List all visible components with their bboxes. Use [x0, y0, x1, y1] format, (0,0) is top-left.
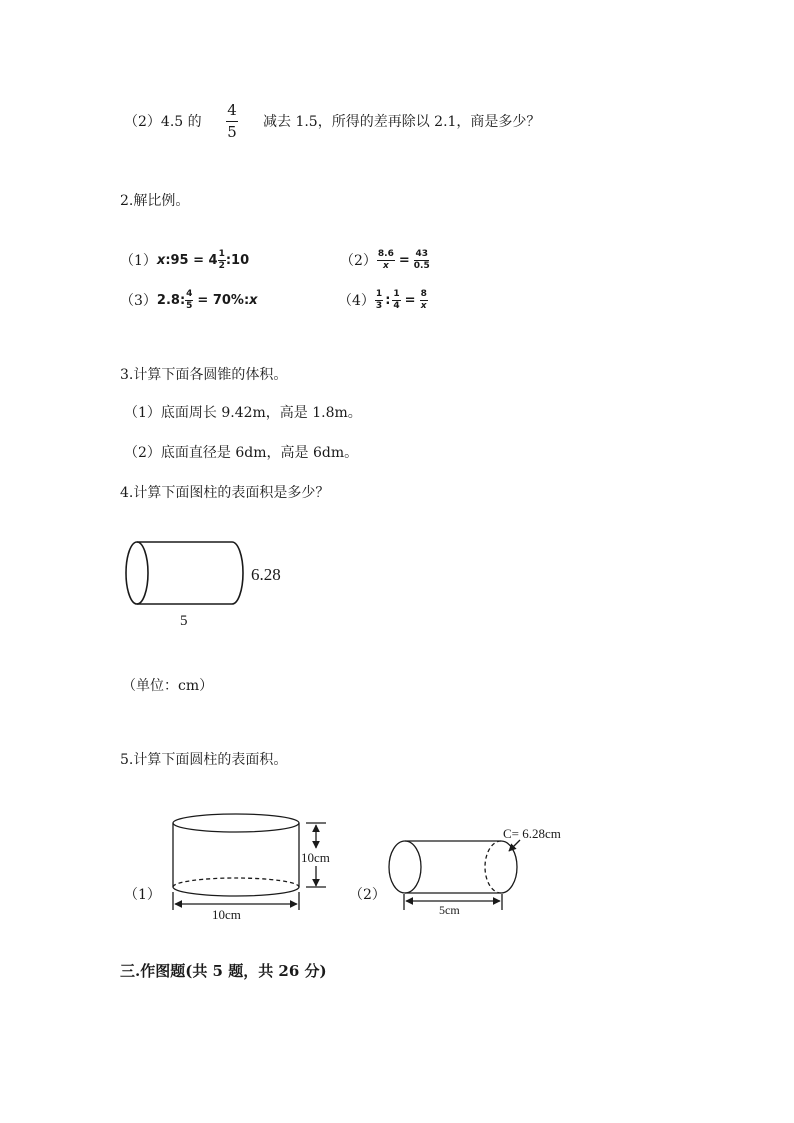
q2-p4-f1d: 3 — [375, 300, 383, 311]
q2-p1-fd: 2 — [218, 260, 225, 271]
q1-2-frac-den: 5 — [227, 123, 237, 141]
q5-fig2-label: （2） — [349, 887, 386, 903]
q2-p3-pre: 2.8: — [156, 292, 186, 308]
q5-cylinder-1-figure — [160, 808, 375, 923]
q2-p3-x: x — [249, 292, 258, 308]
q2-p4-f3d: x — [420, 300, 427, 311]
q2-p4-f1n: 1 — [375, 288, 383, 299]
q2-problem-4 — [338, 284, 428, 316]
q2-p2-label: （2） — [340, 253, 377, 269]
q5-cylinder-2-figure — [383, 818, 583, 923]
q4-length-label: 5 — [180, 613, 188, 629]
q2-p3-mid: = 70%: — [197, 292, 250, 308]
q5-fig2-circ: C= 6.28cm — [503, 826, 561, 841]
q1-2-rest: 减去 1.5，所得的差再除以 2.1，商是多少？ — [263, 114, 541, 130]
q5-c1-top-ellipse — [173, 814, 299, 832]
q2-p2-f2d: 0.5 — [413, 260, 430, 271]
q2-p4-f2d: 4 — [393, 300, 400, 311]
q3-title: 3.计算下面各圆锥的体积。 — [120, 367, 288, 383]
q3-item-1: （1）底面周长 9.42m，高是 1.8m。 — [124, 405, 362, 421]
q5-fig1-height: 10cm — [301, 850, 330, 865]
q4-title: 4.计算下面图柱的表面积是多少？ — [120, 485, 330, 501]
q3-item-2: （2）底面直径是 6dm，高是 6dm。 — [124, 445, 359, 461]
q2-p2-f1n: 8.6 — [377, 248, 394, 259]
q2-p1-end: :10 — [225, 252, 250, 268]
q2-p1-label: （1） — [120, 253, 157, 269]
q2-p4-eq: = — [404, 292, 416, 308]
q2-p1-fn: 1 — [218, 248, 225, 259]
q5-c1-bottom-front — [173, 887, 299, 896]
q2-p2-eq: = — [398, 252, 410, 268]
q2-problem-1 — [120, 246, 249, 274]
q2-p4-colon: : — [385, 292, 391, 308]
q5-c2-left-ellipse — [389, 841, 421, 893]
q5-fig2-len: 5cm — [439, 903, 460, 917]
q2-p2-f2n: 43 — [415, 248, 429, 259]
section-3-title: 三.作图题(共 5 题，共 26 分) — [120, 962, 327, 980]
q2-p2-f1d: x — [382, 260, 389, 271]
q2-title: 2.解比例。 — [120, 193, 190, 209]
q2-problem-3 — [120, 286, 258, 314]
q2-p3-fn: 4 — [186, 288, 193, 299]
q4-cylinder-right-arc — [232, 542, 243, 604]
q2-p4-label: （4） — [338, 293, 375, 309]
q4-cylinder-figure — [115, 535, 315, 635]
q2-p4-f3n: 8 — [420, 288, 427, 299]
q5-fig1-label: （1） — [124, 887, 161, 903]
q1-2-fraction — [226, 103, 238, 140]
q2-p4-f2n: 1 — [393, 288, 400, 299]
q2-p3-fd: 5 — [186, 300, 193, 311]
q5-c2-right-back — [485, 841, 501, 893]
q1-2-prefix: （2）4.5 的 — [124, 114, 202, 130]
q4-cylinder-shape — [126, 542, 243, 604]
q2-p3-label: （3） — [120, 293, 157, 309]
q4-cylinder-left-ellipse — [126, 542, 148, 604]
q4-unit: （单位：cm） — [122, 678, 214, 694]
q2-p1-x: x — [156, 252, 166, 268]
question-1-2 — [124, 111, 202, 131]
q1-2-frac-num: 4 — [227, 101, 237, 119]
q2-problem-2 — [340, 244, 430, 276]
q5-fig1-width: 10cm — [212, 907, 241, 922]
q5-c2-right-front — [501, 841, 517, 893]
q4-height-label: 6.28 — [251, 565, 281, 584]
q5-title: 5.计算下面圆柱的表面积。 — [120, 752, 288, 768]
q5-c1-bottom-back — [173, 878, 299, 887]
q2-p1-mid: :95 = 4 — [165, 252, 218, 268]
